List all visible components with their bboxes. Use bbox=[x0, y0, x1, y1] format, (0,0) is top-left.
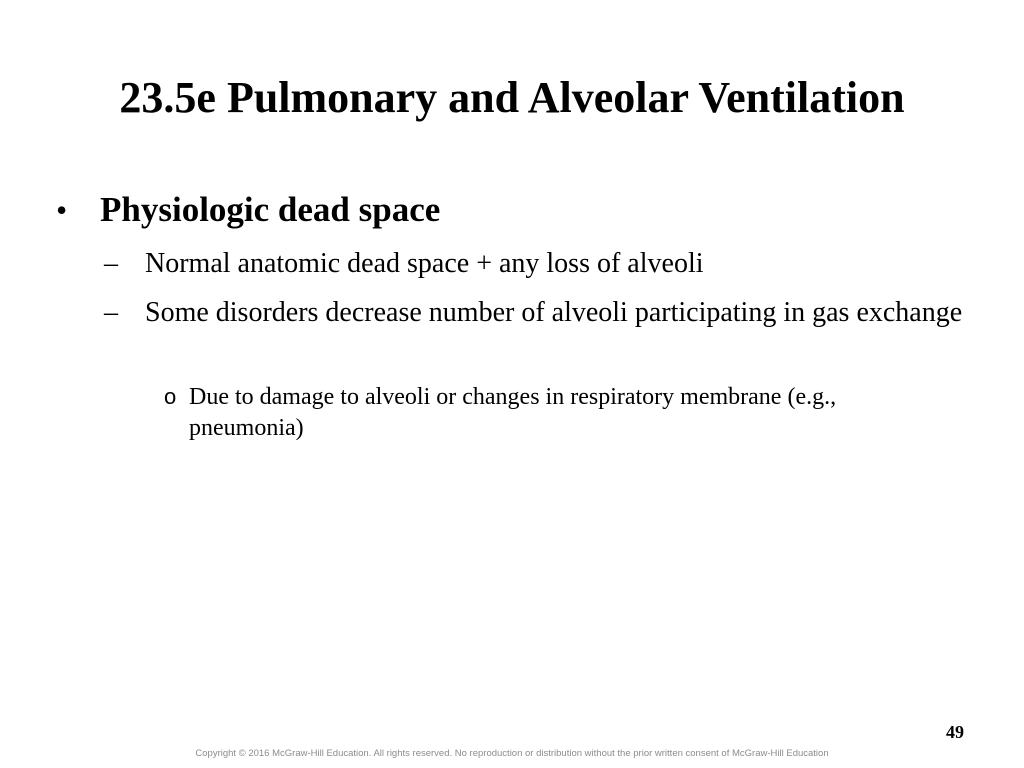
copyright-notice: Copyright © 2016 McGraw-Hill Education. All rights reserved. No reproduction or distribution without the prior written consent of McGraw-Hill Education bbox=[195, 748, 829, 759]
sub-sub-bullet-text: Due to damage to alveoli or changes in respiratory membrane (e.g., pneumonia) bbox=[189, 384, 837, 441]
circle-marker: o bbox=[164, 384, 177, 409]
bullet-marker: • bbox=[56, 192, 68, 228]
sub-bullet-text: Some disorders decrease number of alveoli participating in gas exchange bbox=[145, 297, 963, 328]
sub-bullet-disorders bbox=[104, 294, 984, 331]
sub-bullet-text: Normal anatomic dead space + any loss of alveoli bbox=[145, 248, 704, 279]
sub-sub-bullet-damage bbox=[164, 382, 924, 444]
page-number: 49 bbox=[946, 722, 964, 742]
bullet-text: Physiologic dead space bbox=[100, 190, 441, 229]
slide-title: 23.5e Pulmonary and Alveolar Ventilation bbox=[119, 73, 905, 122]
dash-marker: – bbox=[104, 297, 118, 328]
dash-marker: – bbox=[104, 248, 118, 279]
sub-bullet-anatomic-dead-space bbox=[104, 245, 984, 282]
